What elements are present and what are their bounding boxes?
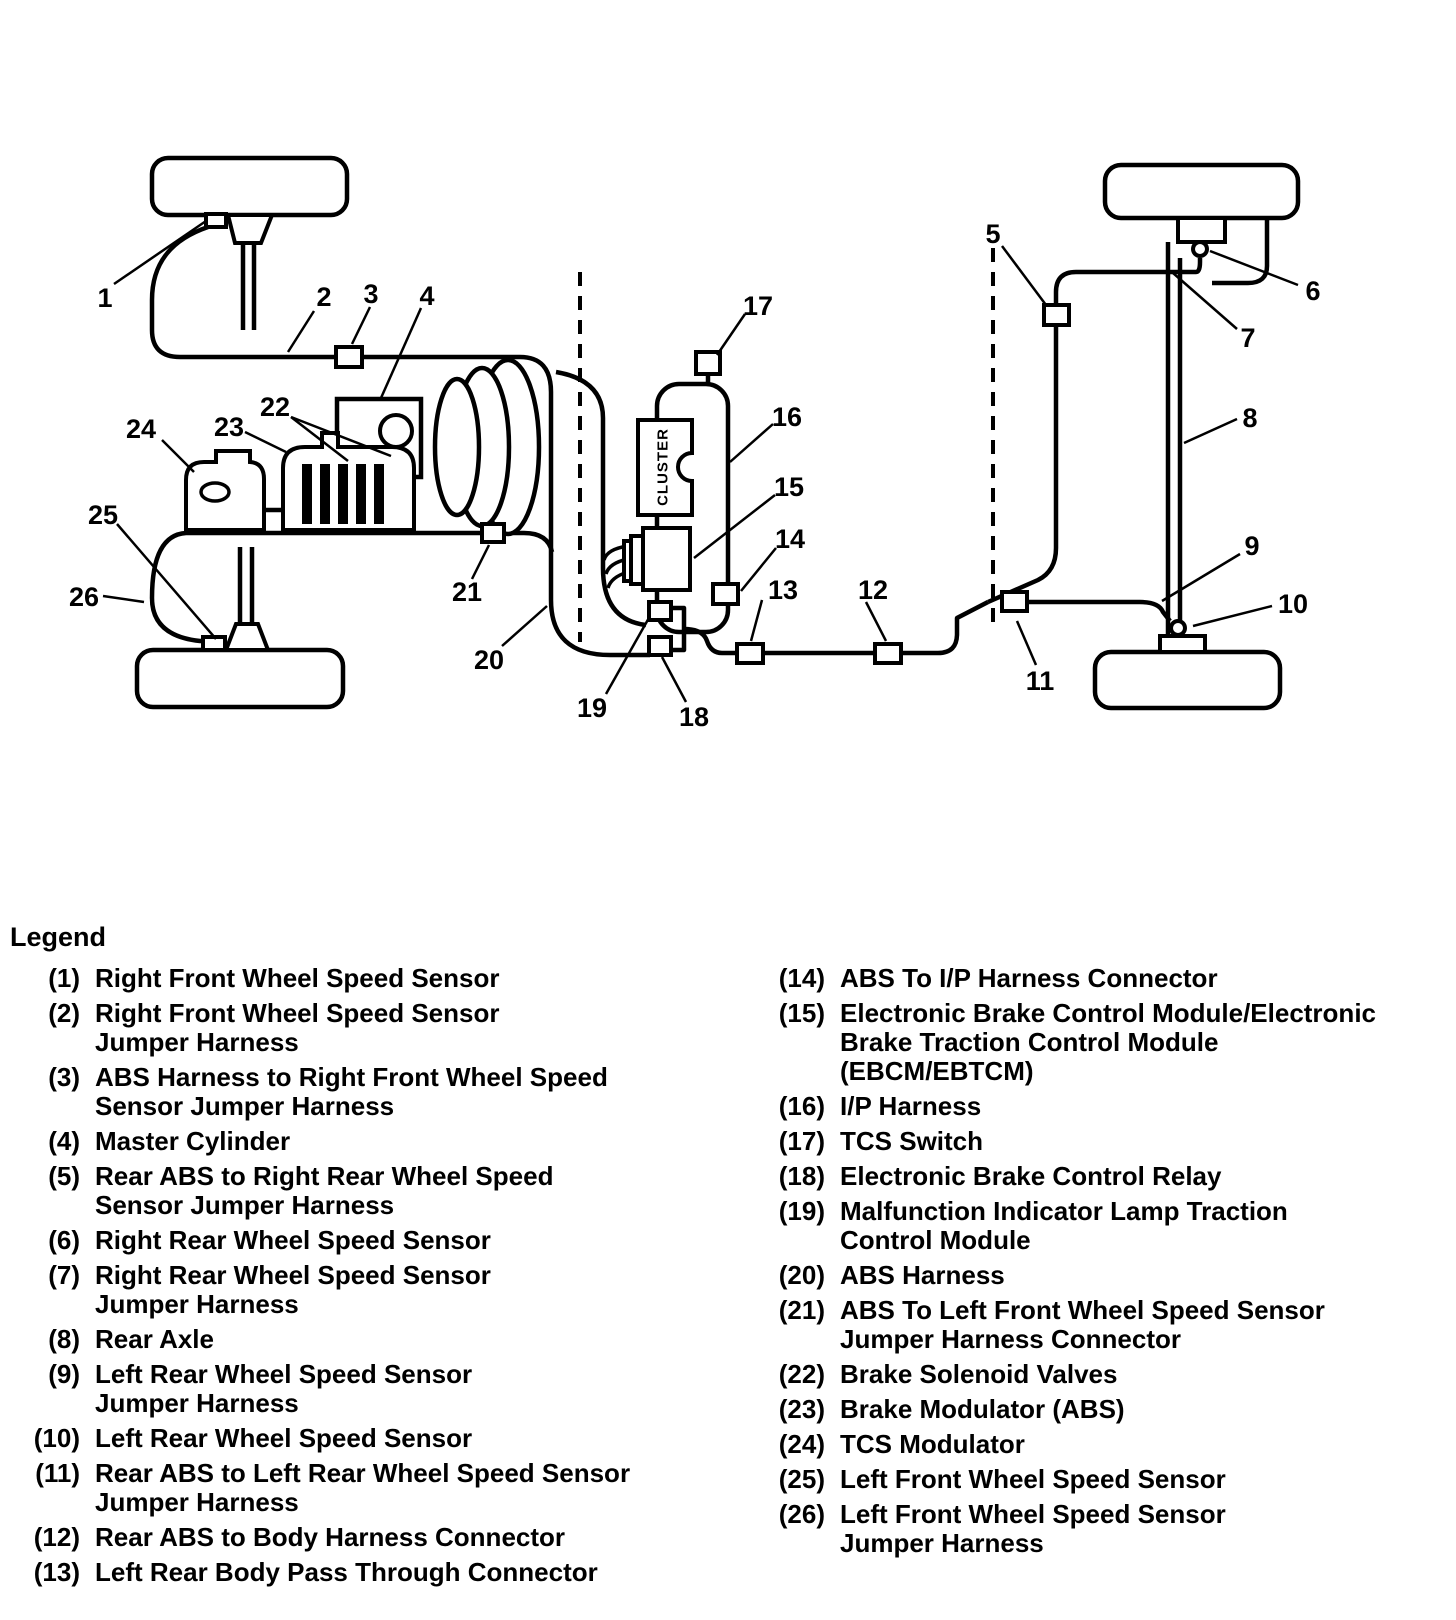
callout-12: 12: [857, 575, 889, 605]
legend-item-number: (4): [48, 1126, 80, 1156]
callout-leader-8: [1184, 419, 1237, 443]
lr-wheel-speed-sensor: [1171, 621, 1185, 635]
callout-leader-6: [1210, 251, 1298, 285]
callout-leader-26: [103, 596, 144, 602]
master-cylinder-reservoir-cap: [380, 415, 412, 447]
legend-item-text: Left Rear Body Pass Through Connector: [95, 1557, 598, 1587]
abs-harness-tube-right: [556, 372, 646, 625]
legend-item-text: Left Rear Wheel Speed Sensor: [95, 1423, 473, 1453]
legend-item-text: ABS Harness: [840, 1260, 1005, 1290]
legend-item-25: [745, 1465, 1456, 1494]
callout-leader-5: [1002, 246, 1046, 305]
callout-leader-10: [1193, 606, 1272, 626]
callout-leader-17: [717, 314, 745, 355]
legend-item-number: (24): [778, 1429, 825, 1459]
legend-item-text: Right Rear Wheel Speed Sensor Jumper Harness: [95, 1260, 491, 1319]
legend-item-text: Electronic Brake Control Relay: [840, 1161, 1222, 1191]
brake-booster-rib-1: [435, 379, 479, 515]
connector-12: [875, 644, 901, 663]
callout-3: 3: [363, 279, 379, 309]
cluster-label: CLUSTER: [654, 428, 672, 506]
rr-wheel-speed-sensor: [1193, 242, 1207, 256]
callout-15: 15: [773, 472, 805, 502]
connector-5: [1044, 305, 1069, 325]
left-front-wheel: [137, 650, 343, 707]
callout-25: 25: [87, 500, 119, 530]
legend-item-12: [0, 1523, 720, 1552]
rf-hub: [228, 215, 272, 243]
legend-item-number: (8): [48, 1324, 80, 1354]
legend-item-number: (25): [778, 1464, 825, 1494]
callout-leader-21: [472, 545, 489, 579]
legend-item-number: (11): [35, 1458, 80, 1488]
legend-item-text: ABS To I/P Harness Connector: [840, 963, 1218, 993]
legend-item-text: Rear ABS to Left Rear Wheel Speed Sensor Jumper Harness: [95, 1458, 631, 1517]
legend-item-number: (7): [48, 1260, 80, 1290]
rf-strut: [243, 243, 254, 330]
legend-item-number: (13): [33, 1557, 80, 1587]
right-rear-wheel: [1105, 165, 1298, 218]
legend-item-text: Right Front Wheel Speed Sensor: [95, 963, 500, 993]
callout-14: 14: [774, 524, 806, 554]
legend-item-number: (6): [48, 1225, 80, 1255]
legend-item-number: (19): [778, 1196, 825, 1226]
legend-item-number: (10): [33, 1423, 80, 1453]
legend-item-number: (14): [778, 963, 825, 993]
callout-leader-11: [1017, 621, 1036, 665]
legend-item-8: [0, 1325, 720, 1354]
left-rear-wheel: [1095, 652, 1280, 708]
callout-23: 23: [213, 412, 245, 442]
callout-2: 2: [316, 282, 332, 312]
legend-item-text: Brake Solenoid Valves: [840, 1359, 1118, 1389]
legend-item-18: [745, 1162, 1456, 1191]
legend-item-24: [745, 1430, 1456, 1459]
legend-item-13: [0, 1558, 720, 1587]
connector-3: [336, 347, 362, 367]
legend-item-text: Left Front Wheel Speed Sensor Jumper Harness: [840, 1499, 1226, 1558]
callout-11: 11: [1025, 666, 1055, 696]
callout-8: 8: [1242, 403, 1258, 433]
callout-19: 19: [576, 693, 608, 723]
legend-item-21: [745, 1296, 1456, 1354]
legend-title: Legend: [10, 922, 107, 952]
callout-18: 18: [678, 702, 710, 732]
connector-11: [1002, 592, 1027, 611]
callout-leader-24: [162, 440, 194, 472]
legend-item-23: [745, 1395, 1456, 1424]
mil-traction-module: [649, 602, 671, 620]
lr-hub: [1160, 636, 1205, 652]
ebcm-module: [643, 528, 690, 590]
callout-leader-13: [751, 600, 762, 641]
callout-leader-1: [114, 221, 206, 284]
legend-item-text: Rear ABS to Right Rear Wheel Speed Sensor Jumper Harness: [95, 1161, 554, 1220]
legend-item-number: (15): [778, 998, 825, 1028]
legend-item-number: (5): [48, 1161, 80, 1191]
abs-harness-tube-left: [520, 357, 650, 655]
legend-item-7: [0, 1261, 720, 1319]
legend-item-number: (1): [48, 963, 80, 993]
legend-item-text: ABS Harness to Right Front Wheel Speed Sensor Jumper Harness: [95, 1062, 608, 1121]
legend-item-22: [745, 1360, 1456, 1389]
legend-item-10: [0, 1424, 720, 1453]
callout-9: 9: [1244, 531, 1260, 561]
legend-item-number: (9): [48, 1359, 80, 1389]
callout-leader-4: [381, 308, 421, 398]
legend-item-number: (26): [778, 1499, 825, 1529]
legend-item-text: ABS To Left Front Wheel Speed Sensor Jumper Harness Connector: [840, 1295, 1325, 1354]
tcs-switch-connector: [696, 352, 720, 374]
legend-item-number: (21): [778, 1295, 825, 1325]
legend-item-5: [0, 1162, 720, 1220]
legend-item-text: Rear ABS to Body Harness Connector: [95, 1522, 566, 1552]
callout-7: 7: [1240, 323, 1256, 353]
legend-item-text: TCS Switch: [840, 1126, 984, 1156]
connector-13: [737, 644, 763, 663]
lf-strut: [240, 547, 252, 624]
legend-item-number: (12): [33, 1522, 80, 1552]
electronic-brake-control-relay: [649, 637, 671, 655]
rf-sensor-jumper-wire: [152, 227, 520, 357]
legend-item-1: [0, 964, 720, 993]
callout-4: 4: [419, 281, 435, 311]
legend-item-number: (22): [778, 1359, 825, 1389]
legend-item-26: [745, 1500, 1456, 1558]
callout-20: 20: [473, 645, 505, 675]
callout-13: 13: [767, 575, 799, 605]
callout-1: 1: [97, 283, 113, 313]
callout-5: 5: [985, 219, 1001, 249]
callout-10: 10: [1277, 589, 1309, 619]
legend-item-text: Electronic Brake Control Module/Electronic Brake Traction Control Module (EBCM/EBTCM): [840, 998, 1376, 1086]
callout-17: 17: [742, 291, 774, 321]
callout-leader-3: [352, 307, 370, 344]
callout-leader-9: [1162, 554, 1240, 601]
callout-leader-18: [662, 657, 686, 702]
legend-item-2: [0, 999, 720, 1057]
legend-column-right: [745, 964, 1456, 1564]
legend-item-number: (20): [778, 1260, 825, 1290]
connector-14: [713, 584, 738, 604]
legend-item-11: [0, 1459, 720, 1517]
legend-item-4: [0, 1127, 720, 1156]
legend-item-6: [0, 1226, 720, 1255]
legend-item-text: Left Front Wheel Speed Sensor: [840, 1464, 1226, 1494]
legend-item-19: [745, 1197, 1456, 1255]
callout-leader-12: [866, 602, 886, 641]
callout-leader-20: [502, 606, 547, 646]
callout-leader-2: [288, 311, 314, 352]
legend-item-text: Master Cylinder: [95, 1126, 291, 1156]
callout-22: 22: [259, 392, 291, 422]
legend-item-text: I/P Harness: [840, 1091, 982, 1121]
legend-item-9: [0, 1360, 720, 1418]
legend-item-number: (23): [778, 1394, 825, 1424]
lf-hub: [226, 624, 268, 650]
callout-26: 26: [68, 582, 100, 612]
legend-item-20: [745, 1261, 1456, 1290]
rf-wheel-speed-sensor: [206, 214, 226, 227]
legend-item-number: (18): [778, 1161, 825, 1191]
legend-item-text: Brake Modulator (ABS): [840, 1394, 1125, 1424]
legend-item-3: [0, 1063, 720, 1121]
callout-leader-15: [694, 495, 775, 558]
legend-item-15: [745, 999, 1456, 1086]
legend-item-text: Malfunction Indicator Lamp Traction Control Module: [840, 1196, 1288, 1255]
legend-item-text: TCS Modulator: [840, 1429, 1025, 1459]
callout-16: 16: [771, 402, 803, 432]
legend-column-left: [0, 964, 720, 1593]
legend-item-14: [745, 964, 1456, 993]
legend-item-text: Right Front Wheel Speed Sensor Jumper Harness: [95, 998, 500, 1057]
lf-wheel-speed-sensor: [203, 637, 225, 650]
callout-6: 6: [1305, 276, 1321, 306]
legend-item-number: (16): [778, 1091, 825, 1121]
wire-11-to-lr-sensor: [1027, 602, 1170, 621]
rr-hub: [1178, 218, 1225, 242]
legend-item-number: (17): [778, 1126, 825, 1156]
callout-24: 24: [125, 414, 157, 444]
legend-item-text: Left Rear Wheel Speed Sensor Jumper Harness: [95, 1359, 473, 1418]
connector-21: [482, 524, 504, 542]
legend-item-number: (2): [48, 998, 80, 1028]
right-front-wheel: [152, 158, 347, 215]
lf-jumper-and-floor-harness: [152, 533, 552, 641]
legend-item-text: Rear Axle: [95, 1324, 214, 1354]
legend-item-17: [745, 1127, 1456, 1156]
callout-21: 21: [451, 577, 483, 607]
legend-item-number: (3): [48, 1062, 80, 1092]
tcs-modulator: [186, 451, 264, 530]
legend-item-16: [745, 1092, 1456, 1121]
legend-item-text: Right Rear Wheel Speed Sensor: [95, 1225, 491, 1255]
callout-leader-16: [730, 424, 773, 462]
